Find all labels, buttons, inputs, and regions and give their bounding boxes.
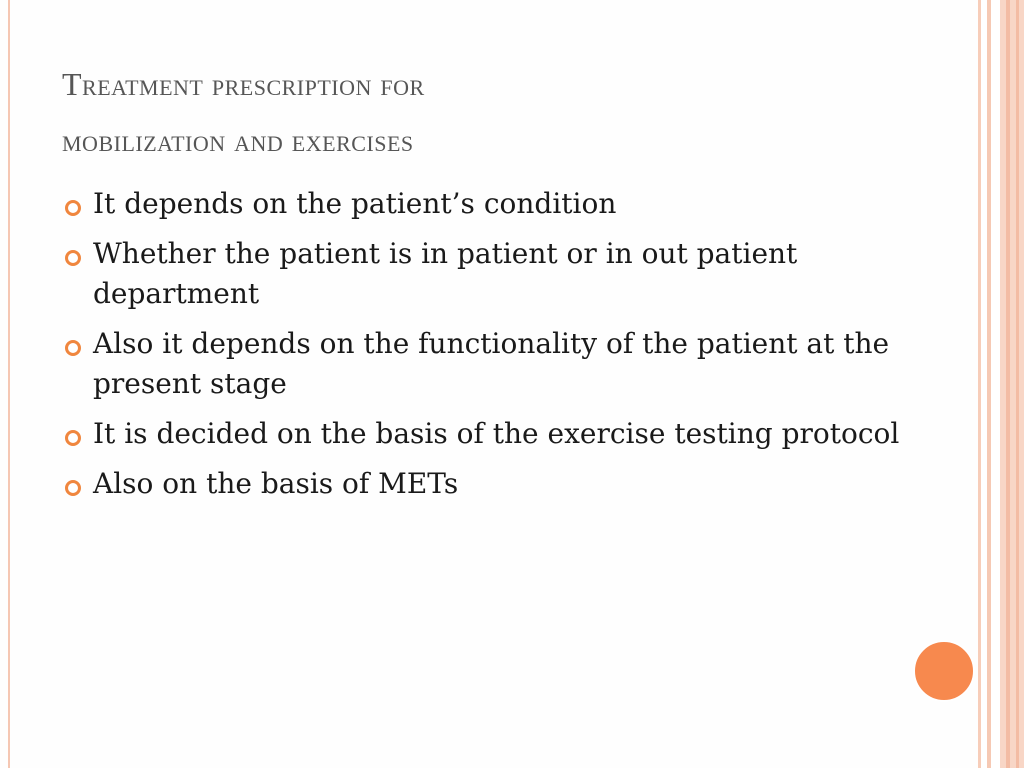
ring-bullet-icon [65, 480, 81, 496]
right-decorative-stripe [991, 0, 1000, 768]
slide-title-line-1: Treatment prescription for [62, 66, 425, 102]
orange-circle-icon [913, 640, 975, 702]
bullet-list [62, 184, 902, 514]
bullet-item [62, 234, 902, 314]
bullet-item [62, 324, 902, 404]
right-decorative-band [1000, 0, 1024, 768]
ring-bullet-icon [65, 200, 81, 216]
bullet-text: Also it depends on the functionality of the patient at the present stage [93, 327, 890, 400]
bullet-item [62, 184, 902, 224]
ring-bullet-icon [65, 340, 81, 356]
right-decorative-stripe [1016, 0, 1019, 768]
ring-bullet-icon [65, 250, 81, 266]
ring-bullet-icon [65, 430, 81, 446]
slide-title [62, 56, 922, 168]
left-border-line [8, 0, 10, 768]
bullet-text: Whether the patient is in patient or in out patient department [93, 237, 798, 310]
bullet-item [62, 414, 902, 454]
bullet-item [62, 464, 902, 504]
right-decorative-stripe [1006, 0, 1010, 768]
bullet-text: Also on the basis of METs [93, 467, 459, 500]
bullet-text: It is decided on the basis of the exercise testing protocol [93, 417, 900, 450]
slide-title-line-2: mobilization and exercises [62, 122, 414, 158]
bullet-text: It depends on the patient’s condition [93, 187, 617, 220]
